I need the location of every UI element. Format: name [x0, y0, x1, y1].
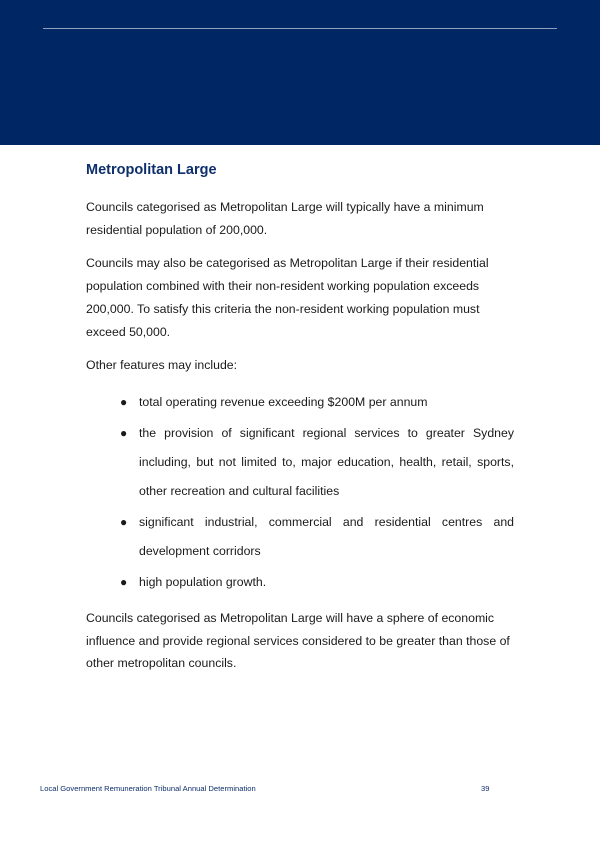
page-number: 39	[481, 784, 490, 793]
paragraph-min-population: Councils categorised as Metropolitan Large will typically have a minimum residential population of 200,000.	[86, 200, 484, 237]
paragraph-other-features: Other features may include:	[86, 358, 238, 373]
paragraph-closing: Councils categorised as Metropolitan Large will have a sphere of economic influence and provide regional services considered to be greater than those of other metropolitan councils.	[86, 610, 510, 671]
bullet-icon: ●	[120, 425, 128, 440]
bullet-icon: ●	[120, 394, 128, 409]
list-item	[86, 419, 514, 506]
list-item	[86, 388, 514, 417]
bullet-icon: ●	[120, 514, 128, 529]
features-list	[86, 388, 514, 597]
list-item-text: high population growth.	[139, 574, 267, 589]
paragraph-combined-population: Councils may also be categorised as Metropolitan Large if their residential population combined with their non-resident working population exceeds 200,000. To satisfy this criteria the non-resident working population must exceed 50,000.	[86, 256, 489, 339]
header-band	[0, 0, 600, 145]
footer-title: Local Government Remuneration Tribunal Annual Determination	[40, 784, 256, 793]
bullet-icon: ●	[120, 574, 128, 589]
list-item-text: total operating revenue exceeding $200M per annum	[139, 394, 428, 409]
list-item-text: the provision of significant regional services to greater Sydney including, but not limited to, major education, health, retail, sports, other recreation and cultural facilities	[139, 425, 514, 498]
list-item	[86, 568, 514, 597]
section-title: Metropolitan Large	[86, 162, 217, 178]
list-item	[86, 508, 514, 566]
header-divider	[43, 28, 557, 29]
list-item-text: significant industrial, commercial and residential centres and development corridors	[139, 514, 514, 558]
main-content	[86, 158, 514, 686]
